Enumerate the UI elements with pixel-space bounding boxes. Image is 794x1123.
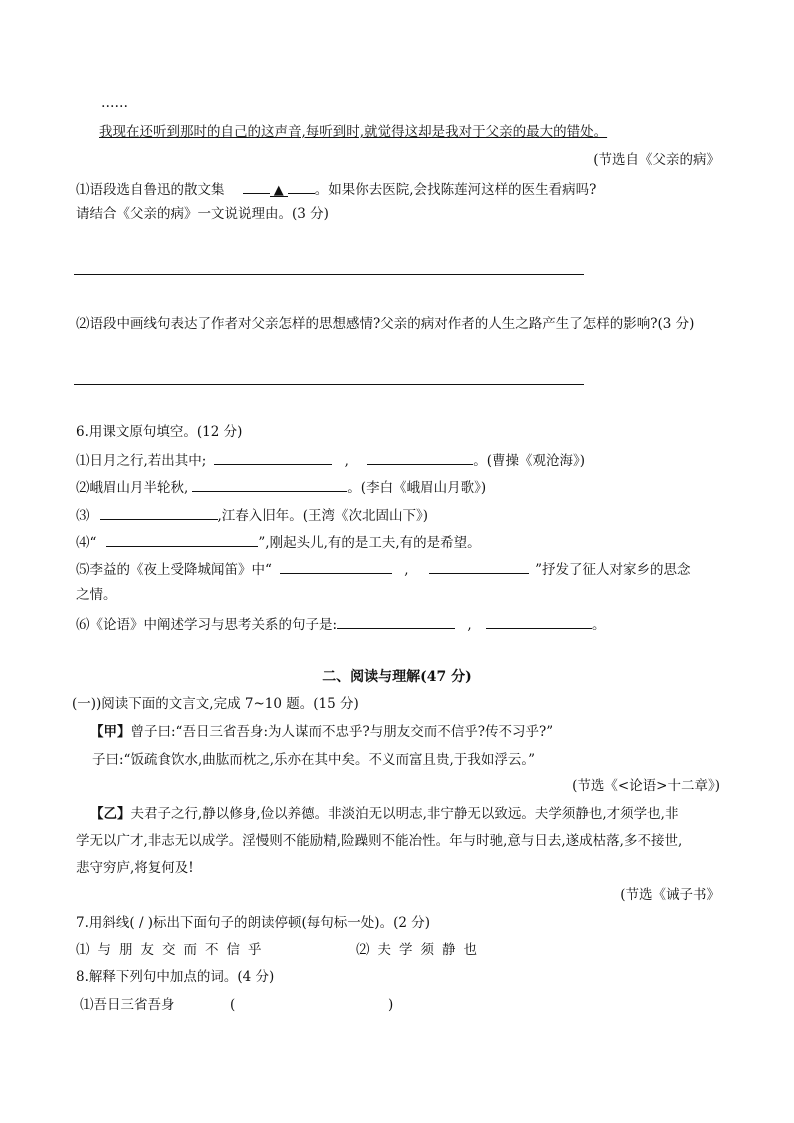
question-8: 8.解释下列句中加点的词。(4 分) — [76, 969, 275, 985]
question-7: 7.用斜线( / )标出下面句子的朗读停顿(每句标一处)。(2 分) — [76, 915, 430, 931]
answer-blank[interactable] — [106, 532, 258, 547]
question-6-1-source: 。(曹操《观沧海》) — [473, 453, 586, 469]
answer-line[interactable] — [74, 274, 584, 275]
answer-blank[interactable] — [288, 179, 315, 194]
source-analects: (节选《<论语>十二章》) — [572, 778, 720, 794]
triangle-marker: ▲ — [270, 182, 288, 197]
comma: , — [467, 617, 472, 633]
section-2-title: 二、阅读与理解(47 分) — [322, 669, 472, 685]
passage-jia-label: 【甲】 — [90, 724, 131, 740]
question-5-1-text-b: 。如果你去医院,会找陈莲河这样的医生看病吗? — [314, 182, 597, 198]
part-1-intro: (一))阅读下面的文言文,完成 7~10 题。(15 分) — [72, 696, 359, 712]
question-5-1-text-a: ⑴语段选自鲁迅的散文集 — [76, 182, 225, 198]
question-6-3-number: ⑶ — [76, 508, 90, 524]
answer-paren-open: ( — [230, 997, 236, 1013]
question-6-1-text: ⑴日月之行,若出其中; — [76, 453, 207, 469]
answer-paren-close: ) — [388, 997, 394, 1013]
answer-blank[interactable] — [214, 450, 332, 465]
passage-jia-line-2: 子曰:“饭疏食饮水,曲肱而枕之,乐亦在其中矣。不义而富且贵,于我如浮云。” — [92, 752, 535, 768]
answer-line[interactable] — [74, 384, 584, 385]
question-6-2-text: ⑵峨眉山月半轮秋, — [76, 480, 189, 496]
question-6-2-source: 。(李白《峨眉山月歌》) — [347, 480, 487, 496]
passage-yi-line-3: 悲守穷庐,将复何及! — [76, 860, 194, 876]
question-6-5-text: ⑸李益的《夜上受降城闻笛》中“ — [76, 562, 272, 578]
question-6-3 — [76, 505, 428, 525]
question-6-5-continued: 之情。 — [76, 587, 117, 603]
answer-field[interactable] — [236, 993, 386, 1013]
question-6-2 — [76, 477, 486, 497]
question-5-1-instruction: 请结合《父亲的病》一文说说理由。(3 分) — [76, 206, 329, 222]
question-7-2[interactable]: ⑵夫学须静也 — [356, 942, 485, 958]
question-6-3-text: ,江春入旧年。(王湾《次北固山下》) — [217, 508, 429, 524]
source-father-illness: (节选自《父亲的病》 — [593, 152, 720, 168]
passage-yi-text: 夫君子之行,静以修身,俭以养德。非淡泊无以明志,非宁静无以致远。夫学须静也,才须学也,非 — [130, 806, 679, 822]
period: 。 — [591, 617, 606, 633]
underlined-sentence: 我现在还听到那时的自己的这声音,每听到时,就觉得这却是我对于父亲的最大的错处。 — [99, 124, 608, 140]
passage-yi — [90, 805, 678, 823]
answer-blank[interactable] — [486, 614, 592, 629]
question-6-1 — [76, 450, 585, 470]
question-5-2: ⑵语段中画线句表达了作者对父亲怎样的思想感情?父亲的病对作者的人生之路产生了怎样的影响?(3 分) — [76, 316, 695, 332]
comma: , — [404, 562, 409, 578]
question-6-6 — [76, 614, 605, 634]
passage-yi-line-2: 学无以广才,非志无以成学。淫慢则不能励精,险躁则不能冶性。年与时驰,意与日去,遂成枯落,多不接世, — [76, 833, 683, 849]
question-7-1[interactable]: ⑴与朋友交而不信乎 — [76, 942, 270, 958]
question-5-1 — [76, 179, 596, 199]
question-6-5 — [76, 559, 691, 579]
answer-blank[interactable] — [280, 559, 392, 574]
answer-blank[interactable] — [243, 179, 270, 194]
answer-blank[interactable] — [367, 450, 473, 465]
passage-jia — [90, 723, 553, 741]
answer-blank[interactable] — [337, 614, 455, 629]
answer-blank[interactable] — [192, 477, 347, 492]
question-6-4-text: ”,刚起头儿,有的是工夫,有的是希望。 — [258, 535, 481, 551]
source-jiezishu: (节选《诫子书》 — [620, 887, 720, 903]
question-6-title: 6.用课文原句填空。(12 分) — [76, 424, 243, 440]
answer-blank[interactable] — [429, 559, 529, 574]
question-6-6-text: ⑹《论语》中阐述学习与思考关系的句子是: — [76, 617, 338, 633]
comma: , — [344, 453, 349, 469]
question-8-1: ⑴吾日三省吾身 — [80, 997, 175, 1013]
passage-yi-label: 【乙】 — [90, 806, 131, 822]
question-6-4-open: ⑷“ — [76, 535, 97, 551]
ellipsis: …… — [101, 95, 128, 111]
answer-blank[interactable] — [100, 505, 218, 520]
question-6-5-text-tail: ”抒发了征人对家乡的思念 — [535, 562, 691, 578]
passage-jia-text: 曾子曰:“吾日三省吾身:为人谋而不忠乎?与朋友交而不信乎?传不习乎?” — [130, 724, 554, 740]
question-6-4 — [76, 532, 481, 552]
